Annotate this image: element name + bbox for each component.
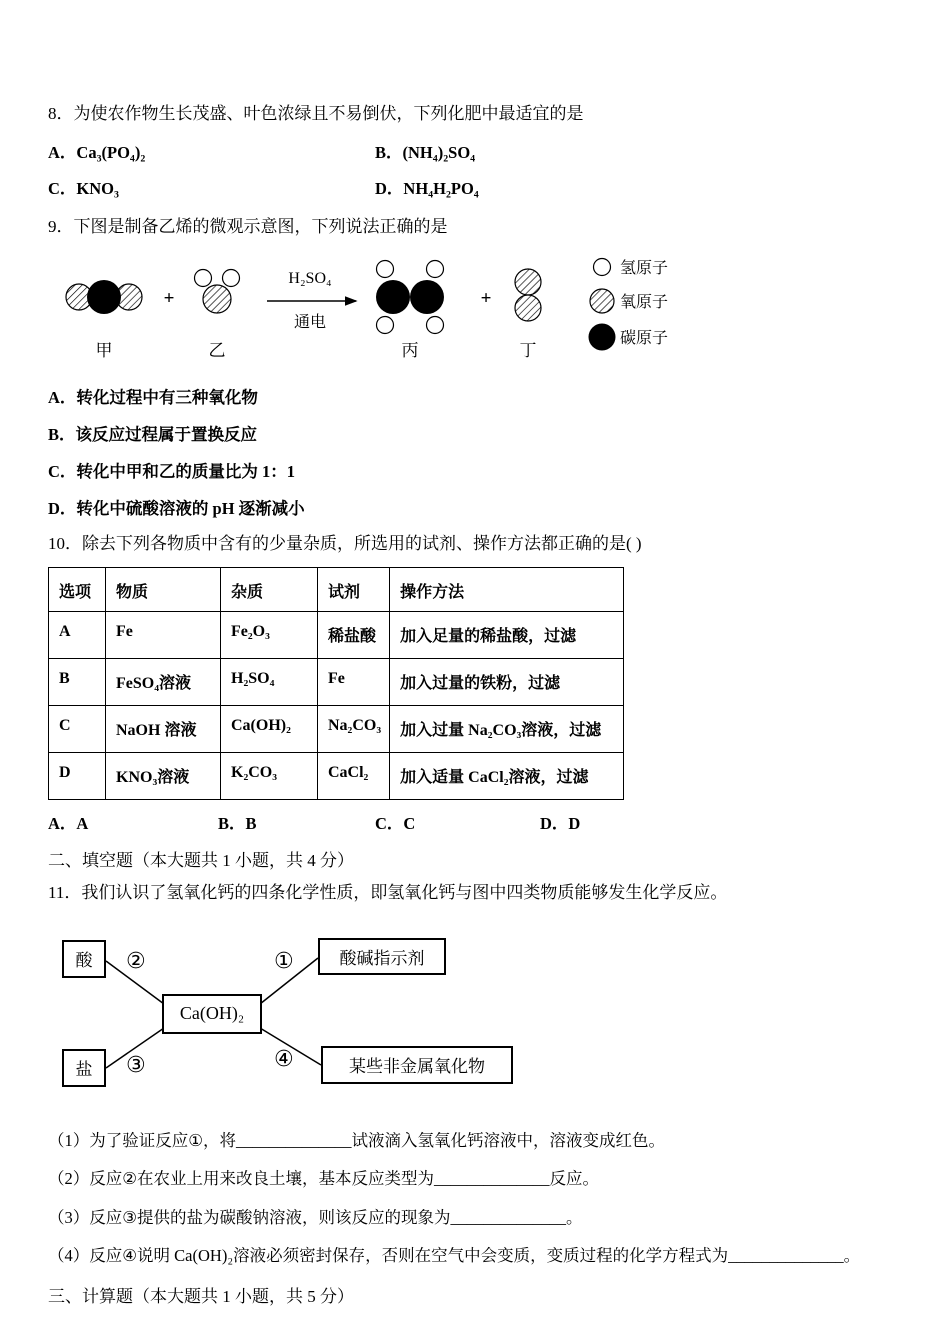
caoh2-property-map [60,932,590,1094]
table-row [49,658,624,705]
table-header-row [49,567,624,611]
oxide-box: 某些非金属氧化物 [321,1046,513,1084]
question-10 [48,532,906,834]
cell: Fe [318,658,390,705]
hydrogen-atom-icon [377,261,394,278]
acid-box: 酸 [62,940,106,978]
cell: 稀盐酸 [318,611,390,658]
table-row [49,611,624,658]
question-10-answers [48,810,906,834]
condition-h2so4: H₂SO₄ [288,270,332,288]
q8-option-c: C．KNO₃ [48,178,119,198]
question-11-parts [48,1128,906,1269]
cell: B [49,658,106,705]
cell: H₂SO₄ [221,658,318,705]
cell: NaOH 溶液 [106,705,221,752]
label-bing: 丙 [401,341,419,361]
reaction-number-1: ① [274,947,294,973]
cell: Na₂CO₃ [318,705,390,752]
reaction-number-3: ③ [126,1051,146,1077]
section-3-header: 三、计算题（本大题共 1 小题，共 5 分） [48,1286,354,1306]
oxygen-atom-icon [590,289,614,313]
q9-option-b: B．该反应过程属于置换反应 [48,425,258,445]
col-header: 杂质 [221,567,318,611]
q9-option-d: D．转化中硫酸溶液的 pH 逐渐减小 [48,499,305,519]
hydrogen-atom-icon [594,259,611,276]
plus-sign: + [163,288,175,310]
table-row [49,752,624,799]
reaction-arrow [267,270,356,331]
carbon-atom-icon [410,280,444,314]
salt-box: 盐 [62,1049,106,1087]
q10-answer-b: B．B [218,813,257,833]
col-header: 操作方法 [390,567,624,611]
label-jia: 甲 [95,341,113,361]
reaction-diagram-svg [54,249,744,363]
q9-option-c: C．转化中甲和乙的质量比为 1：1 [48,462,296,482]
label-yi: 乙 [208,341,226,361]
question-9-options [48,384,906,519]
molecule-yi-h2o [195,270,240,314]
col-header: 物质 [106,567,221,611]
q8-option-b: B．(NH₄)₂SO₄ [375,142,476,162]
cell: Fe [106,611,221,658]
question-8 [48,102,906,199]
cell: KNO₃溶液 [106,752,221,799]
purification-table [48,567,624,800]
q11-part-4: （4）反应④说明 Ca(OH)₂溶液必须密封保存，否则在空气中会变质，变质过程的化学方程式为______________。 [48,1246,861,1266]
q8-option-a: A．Ca₃(PO₄)₂ [48,142,146,162]
cell: 加入过量的铁粉，过滤 [390,658,624,705]
condition-tongdian: 通电 [293,314,327,332]
carbon-atom-icon [589,324,616,351]
legend-hydrogen-label: 氢原子 [620,260,669,278]
q10-answer-d: D．D [540,813,581,833]
cell: Fe₂O₃ [221,611,318,658]
q10-answer-c: C．C [375,813,416,833]
cell: K₂CO₃ [221,752,318,799]
cell: 加入过量 Na₂CO₃溶液，过滤 [390,705,624,752]
question-8-options [48,139,906,199]
reaction-diagram [54,249,906,368]
hydrogen-atom-icon [427,317,444,334]
cell: 加入足量的稀盐酸，过滤 [390,611,624,658]
cell: CaCl₂ [318,752,390,799]
cell: C [49,705,106,752]
carbon-atom-icon [87,280,121,314]
q8-option-d: D．NH₄H₂PO₄ [375,178,479,198]
oxygen-atom-icon [515,269,541,295]
hydrogen-atom-icon [427,261,444,278]
oxygen-atom-icon [515,295,541,321]
col-header: 试剂 [318,567,390,611]
indicator-box: 酸碱指示剂 [318,938,446,975]
cell: D [49,752,106,799]
question-9 [48,215,906,520]
section-2-header: 二、填空题（本大题共 1 小题，共 4 分） [48,850,354,870]
question-9-stem: 9．下图是制备乙烯的微观示意图，下列说法正确的是 [48,216,448,236]
caoh2-center-box: Ca(OH)₂ [162,994,262,1034]
label-ding: 丁 [519,341,537,361]
carbon-atom-icon [376,280,410,314]
question-8-stem: 8．为使农作物生长茂盛、叶色浓绿且不易倒伏，下列化肥中最适宜的是 [48,104,584,123]
molecule-bing-c2h4 [376,261,444,334]
col-header: 选项 [49,567,106,611]
cell: FeSO₄溶液 [106,658,221,705]
question-10-stem: 10．除去下列各物质中含有的少量杂质，所选用的试剂、操作方法都正确的是( ) [48,534,642,554]
oxygen-atom-icon [203,285,231,313]
atom-legend [589,259,669,351]
q11-part-1: （1）为了验证反应①，将______________试液滴入氢氧化钙溶液中，溶液变成红色。 [48,1130,666,1150]
hydrogen-atom-icon [377,317,394,334]
legend-oxygen-label: 氧原子 [620,294,669,312]
plus-sign: + [480,288,492,310]
legend-carbon-label: 碳原子 [620,330,669,348]
hydrogen-atom-icon [195,270,212,287]
table-row [49,705,624,752]
question-11-stem: 11．我们认识了氢氧化钙的四条化学性质，即氢氧化钙与图中四类物质能够发生化学反应。 [48,882,728,902]
cell: 加入适量 CaCl₂溶液，过滤 [390,752,624,799]
cell: Ca(OH)₂ [221,705,318,752]
cell: A [49,611,106,658]
molecule-ding-o2 [515,269,541,321]
molecule-jia-co2 [66,280,142,314]
hydrogen-atom-icon [223,270,240,287]
reaction-number-4: ④ [274,1045,294,1071]
q9-option-a: A．转化过程中有三种氧化物 [48,388,258,408]
q10-answer-a: A．A [48,813,89,833]
q11-part-2: （2）反应②在农业上用来改良土壤，基本反应类型为______________反应。 [48,1169,600,1189]
reaction-number-2: ② [126,947,146,973]
question-11 [48,881,906,1269]
q11-part-3: （3）反应③提供的盐为碳酸钠溶液，则该反应的现象为______________。 [48,1207,583,1227]
